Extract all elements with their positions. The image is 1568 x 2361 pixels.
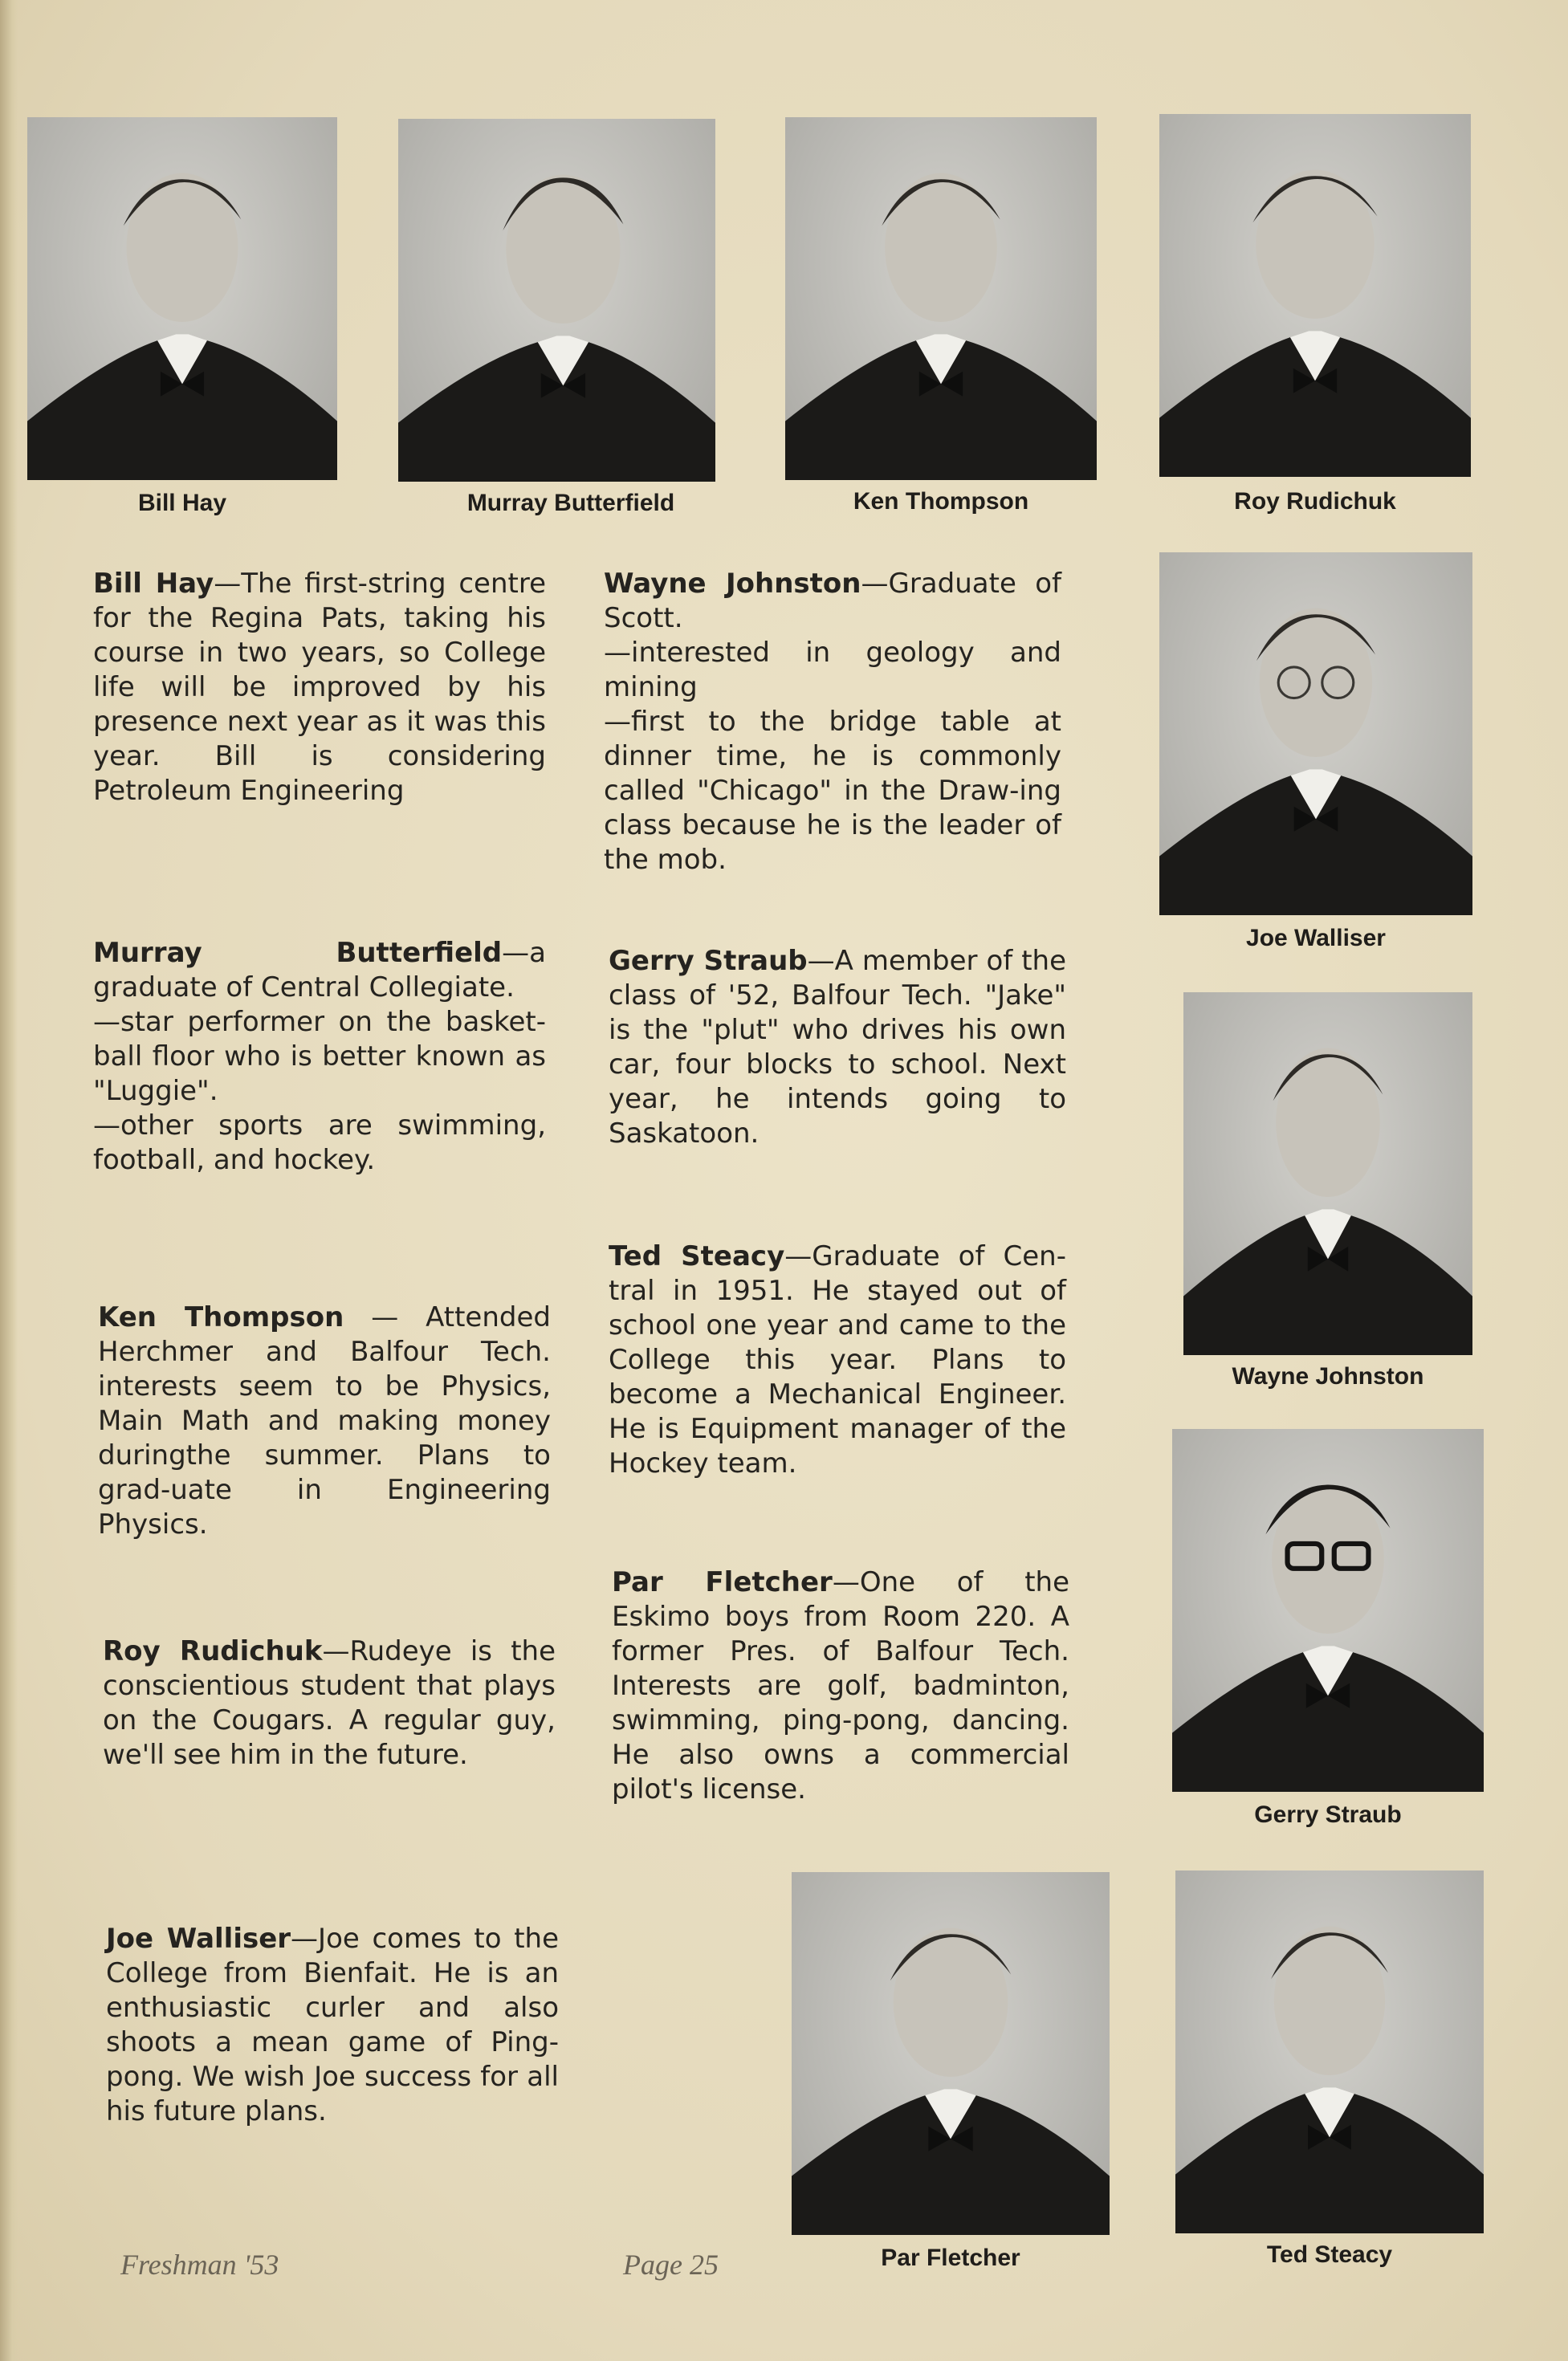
bio-name: Ken Thompson bbox=[98, 1301, 344, 1333]
footer-publication: Freshman '53 bbox=[120, 2249, 279, 2281]
bio-name: Murray Butterfield bbox=[93, 937, 503, 969]
bio-name: Gerry Straub bbox=[609, 945, 808, 977]
portrait-ted-steacy bbox=[1175, 1870, 1484, 2233]
bio-ken-thompson bbox=[98, 1301, 551, 1542]
bio-line: —a graduate of Central Collegiate. bbox=[93, 937, 546, 1003]
bio-name: Wayne Johnston bbox=[604, 568, 861, 600]
bio-line: —first to the bridge table at dinner time, he is commonly called "Chicago" in the Draw-ing class because he is the leader of the mob. bbox=[604, 706, 1061, 876]
bio-text: —Joe comes to the College from Bienfait. He is an enthusiastic curler and also shoots a mean game of Ping-pong. We wish Joe success for all his future plans. bbox=[106, 1923, 559, 2127]
portrait-bill-hay bbox=[27, 117, 337, 480]
bio-murray-butterfield bbox=[93, 936, 546, 1178]
bio-ted-steacy bbox=[609, 1240, 1066, 1481]
page-spine-shadow bbox=[0, 0, 18, 2361]
bio-roy-rudichuk bbox=[103, 1634, 556, 1773]
portrait-wayne-johnston bbox=[1183, 992, 1472, 1355]
caption-joe-walliser: Joe Walliser bbox=[1246, 925, 1386, 951]
caption-murray-butterfield: Murray Butterfield bbox=[466, 490, 675, 516]
bio-text: —The first-string centre for the Regina Pats, taking his course in two years, so College life will be improved by his presence next year as it was this year. Bill is considering Petroleum Engineering bbox=[93, 568, 546, 807]
caption-ted-steacy: Ted Steacy bbox=[1266, 2241, 1393, 2268]
portrait-murray-butterfield bbox=[398, 119, 715, 482]
bio-line: —interested in geology and mining bbox=[604, 637, 1061, 703]
bio-par-fletcher bbox=[612, 1565, 1069, 1807]
bio-text: —A member of the class of '52, Balfour Tech. "Jake" is the "plut" who drives his own car, four blocks to school. Next year, he intends going to Saskatoon. bbox=[609, 945, 1067, 1150]
portrait-ken-thompson bbox=[785, 117, 1097, 480]
portrait-gerry-straub bbox=[1172, 1429, 1484, 1792]
caption-par-fletcher: Par Fletcher bbox=[881, 2245, 1020, 2271]
footer-page-number: Page 25 bbox=[623, 2249, 719, 2281]
bio-wayne-johnston bbox=[604, 567, 1061, 877]
bio-gerry-straub bbox=[609, 944, 1066, 1151]
bio-line: —Graduate of Scott. bbox=[604, 568, 1061, 634]
portrait-roy-rudichuk bbox=[1159, 114, 1471, 477]
bio-text: —Graduate of Cen-tral in 1951. He stayed out of school one year and came to the College this year. Plans to become a Mechanical Engineer. He is Equipment manager of the Hockey team. bbox=[609, 1240, 1066, 1480]
portrait-joe-walliser bbox=[1159, 552, 1472, 915]
caption-gerry-straub: Gerry Straub bbox=[1254, 1801, 1402, 1828]
caption-bill-hay: Bill Hay bbox=[137, 490, 227, 516]
caption-ken-thompson: Ken Thompson bbox=[853, 488, 1029, 515]
bio-name: Bill Hay bbox=[93, 568, 214, 600]
bio-name: Joe Walliser bbox=[106, 1923, 291, 1955]
bio-bill-hay bbox=[93, 567, 546, 808]
bio-name: Roy Rudichuk bbox=[103, 1635, 323, 1667]
bio-line: —star performer on the basket-ball floor who is better known as "Luggie". bbox=[93, 1006, 546, 1107]
bio-line: —other sports are swimming, football, and hockey. bbox=[93, 1109, 546, 1176]
bio-text: —Rudeye is the conscientious student that plays on the Cougars. A regular guy, we'll see him in the future. bbox=[103, 1635, 556, 1771]
bio-text: — Attended Herchmer and Balfour Tech. interests seem to be Physics, Main Math and making money duringthe summer. Plans to grad-uate in Engineering Physics. bbox=[98, 1301, 551, 1541]
bio-joe-walliser bbox=[106, 1922, 559, 2129]
bio-text: —One of the Eskimo boys from Room 220. A former Pres. of Balfour Tech. Interests are golf, badminton, swimming, ping-pong, dancing. He also owns a commercial pilot's license. bbox=[612, 1566, 1070, 1805]
bio-name: Par Fletcher bbox=[612, 1566, 833, 1598]
portrait-par-fletcher bbox=[792, 1872, 1110, 2235]
caption-wayne-johnston: Wayne Johnston bbox=[1232, 1363, 1424, 1390]
caption-roy-rudichuk: Roy Rudichuk bbox=[1234, 488, 1396, 515]
bio-name: Ted Steacy bbox=[609, 1240, 785, 1272]
